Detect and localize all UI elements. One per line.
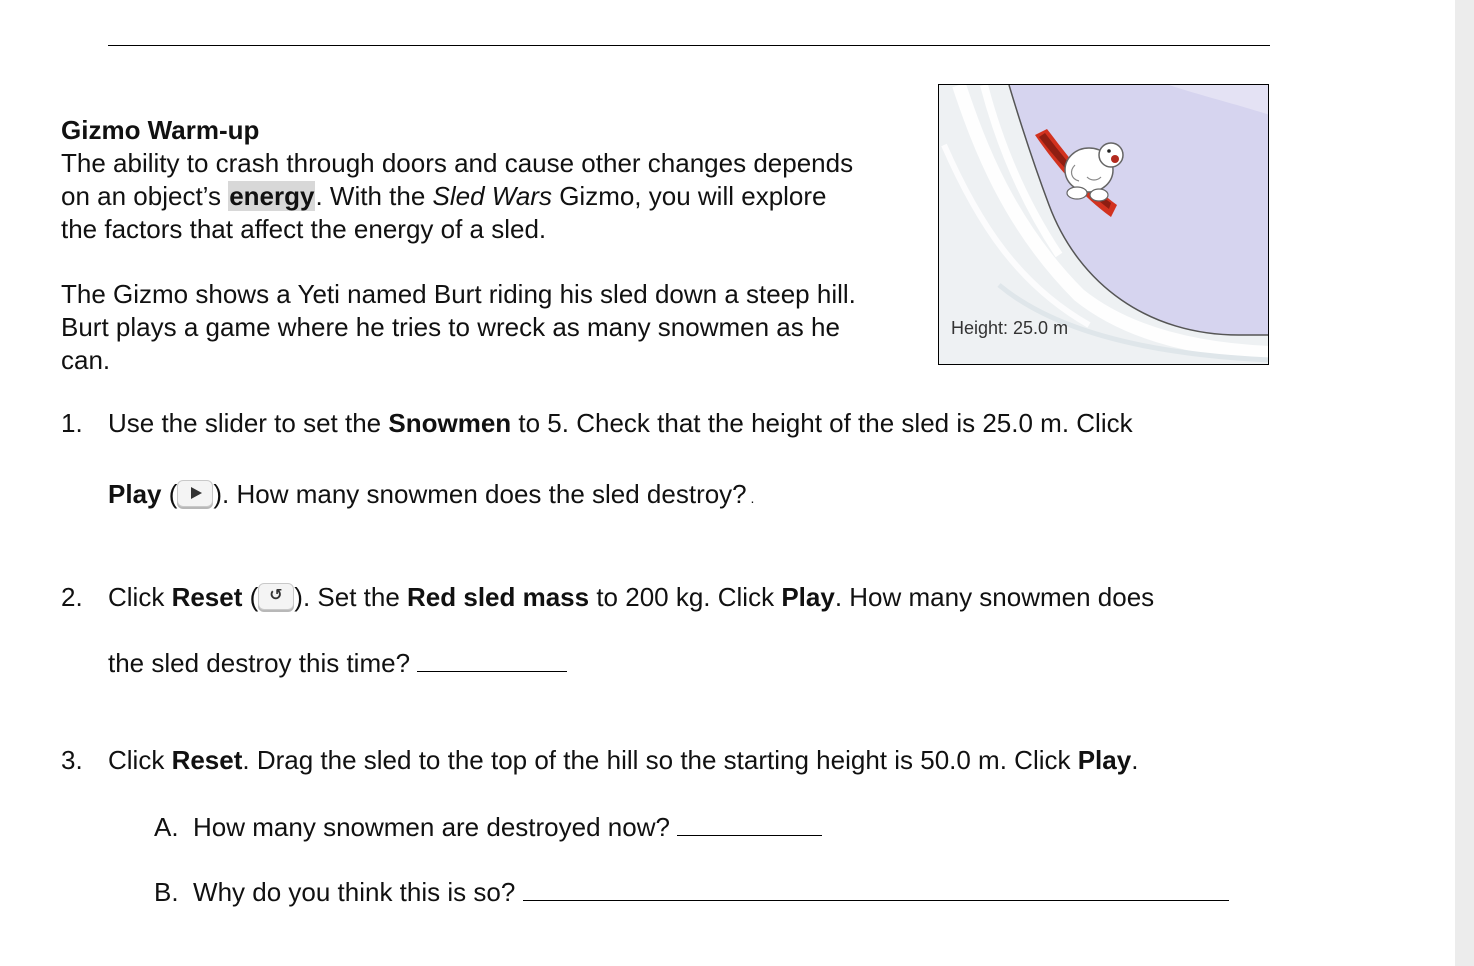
highlighted-term-energy: energy bbox=[229, 181, 315, 211]
reset-icon: ↺ bbox=[258, 583, 294, 610]
intro-text: The ability to crash through doors and cause other changes depends on an object’s bbox=[61, 148, 854, 211]
question-1-line-2: Play ( ). How many snowmen does the sled destroy? . bbox=[108, 479, 755, 509]
question-text: ). How many snowmen does the sled destroy? bbox=[213, 479, 747, 509]
question-2-line-2 bbox=[108, 647, 567, 680]
term-snowmen: Snowmen bbox=[388, 408, 512, 438]
intro-text: Gizmo, you will explore the factors that affect the energy of a sled. bbox=[61, 181, 827, 244]
answer-blank-3b[interactable] bbox=[523, 878, 1229, 901]
play-icon bbox=[177, 480, 213, 507]
intro-text: . With the bbox=[315, 181, 433, 211]
section-heading: Gizmo Warm-up bbox=[61, 115, 260, 145]
question-text: to 5. Check that the height of the sled is 25.0 m. Click bbox=[511, 408, 1133, 438]
question-text: . bbox=[1131, 745, 1139, 775]
question-number: 2. bbox=[61, 582, 83, 612]
question-number: 1. bbox=[61, 408, 83, 438]
question-text: the sled destroy this time? bbox=[108, 648, 411, 678]
question-3-line-1 bbox=[108, 744, 1138, 777]
question-3a bbox=[154, 811, 822, 844]
subquestion-text: Why do you think this is so? bbox=[193, 877, 516, 907]
question-text: ( bbox=[161, 479, 178, 509]
intro-section bbox=[61, 114, 861, 377]
subquestion-label: A. bbox=[154, 812, 179, 842]
term-reset: Reset bbox=[171, 745, 243, 775]
page-scroll-gutter bbox=[1455, 0, 1474, 966]
question-1-line-1 bbox=[108, 407, 1133, 440]
question-text: ( bbox=[242, 582, 259, 612]
gizmo-name: Sled Wars bbox=[432, 181, 552, 211]
term-reset: Reset bbox=[171, 582, 243, 612]
gizmo-screenshot bbox=[938, 84, 1269, 365]
subquestion-label: B. bbox=[154, 877, 179, 907]
question-text: to 200 kg. Click bbox=[589, 582, 782, 612]
answer-blank-3a[interactable] bbox=[677, 813, 822, 836]
intro-paragraph-2: The Gizmo shows a Yeti named Burt riding his sled down a steep hill. Burt plays a game where he tries to wreck as many snowmen as he can. bbox=[61, 279, 856, 375]
subquestion-text: How many snowmen are destroyed now? bbox=[193, 812, 670, 842]
question-text: . How many snowmen does bbox=[834, 582, 1155, 612]
question-number: 3. bbox=[61, 745, 83, 775]
intro-paragraph-1 bbox=[61, 147, 861, 246]
term-play: Play bbox=[781, 582, 835, 612]
question-text: Click bbox=[108, 745, 172, 775]
term-play: Play bbox=[108, 479, 162, 509]
term-play: Play bbox=[1077, 745, 1132, 775]
term-red-sled-mass: Red sled mass bbox=[407, 582, 590, 612]
header-rule bbox=[108, 45, 1270, 46]
question-text: . Drag the sled to the top of the hill so the starting height is 50.0 m. Click bbox=[242, 745, 1078, 775]
question-3b bbox=[154, 876, 1229, 909]
question-2-line-1 bbox=[108, 581, 1154, 614]
question-text: ). Set the bbox=[294, 582, 408, 612]
question-text: Click bbox=[108, 582, 172, 612]
answer-blank-2[interactable] bbox=[417, 649, 567, 672]
question-text: Use the slider to set the bbox=[108, 408, 389, 438]
height-readout: Height: 25.0 m bbox=[951, 318, 1069, 338]
